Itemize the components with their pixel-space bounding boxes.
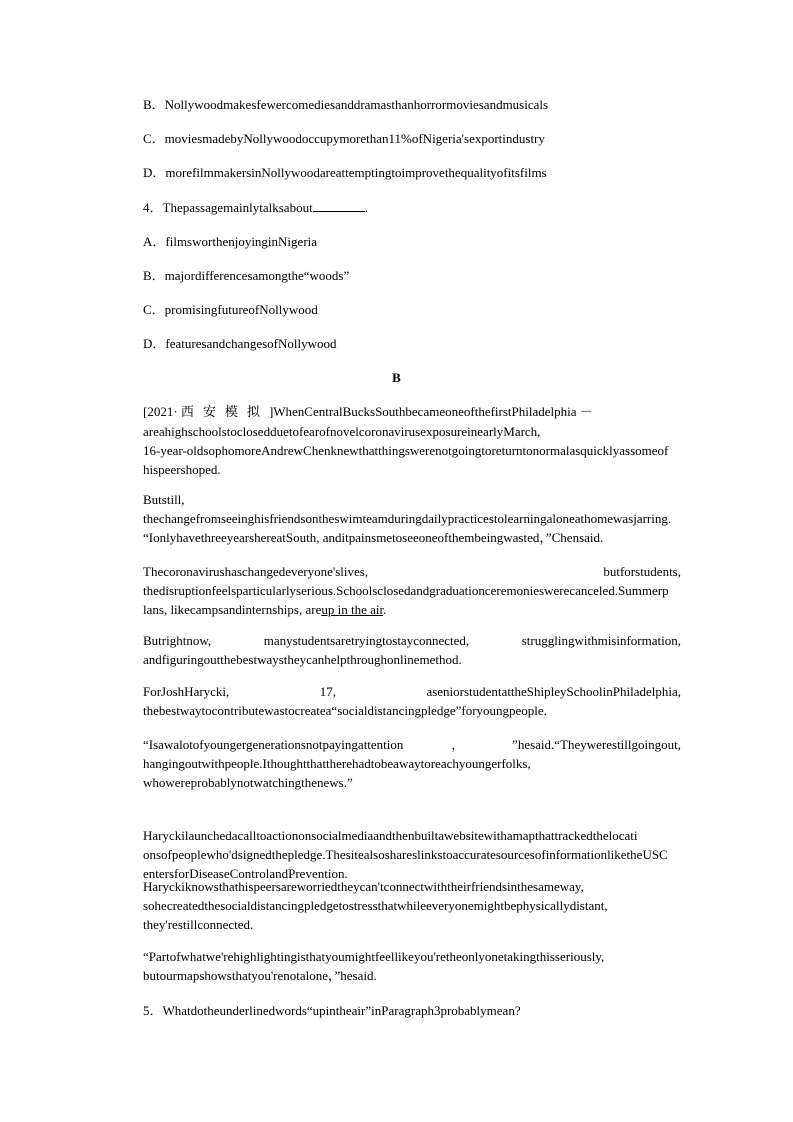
paragraph-8 [143,877,681,934]
answer-blank [313,200,365,212]
paragraph-3 [143,562,681,619]
source-location: 西安模拟 [180,405,269,420]
p1-line-2: areahighschoolstoclosedduetofearofnovelcoronavirusexposureinearlyMarch, [143,424,541,439]
paragraph-6 [143,735,681,792]
p6-line-1 [143,735,681,754]
p3-line-1b: butforstudents, [603,564,681,579]
q4-option-b: B．majordifferencesamongthe“woods” [143,268,350,283]
section-heading: B [392,370,401,385]
p2-line-3: “IonlyhavethreeyearshereatSouth, anditpainsmetoseeoneofthembeingwasted，”Chensaid. [143,530,604,545]
paragraph-9 [143,947,681,985]
p6-line-1b: ， [451,737,465,752]
paragraph-7 [143,826,681,883]
p6-line-2: hangingoutwithpeople.Ithoughtthattherehadtobeawaytoreachyoungerfolks, [143,756,531,771]
p6-line-1a: “Isawalotofyoungergenerationsnotpayingattention [143,737,404,752]
p5-line-1a: ForJoshHarycki, [143,684,230,699]
p4-line-1b: manystudentsaretryingtostayconnected, [263,633,470,648]
p8-line-3: they'restillconnected. [143,917,254,932]
p8-line-1: Haryckiknowsthathispeersareworriedtheycan'tconnectwiththeirfriendsinthesameway, [143,879,584,894]
q4-option-c: C．promisingfutureofNollywood [143,302,318,317]
p1-line-4: hispeershoped. [143,462,221,477]
p6-line-1c: ”hesaid.“Theywerestillgoingout, [512,737,681,752]
p5-line-1c: aseniorstudentattheShipleySchoolinPhiladelphia, [426,684,681,699]
p4-line-2: andfiguringoutthebestwaystheycanhelpthroughonlinemethod. [143,652,462,667]
paragraph-2 [143,490,681,547]
q4-option-d: D．featuresandchangesofNollywood [143,336,337,351]
q4-option-a: A．filmsworthenjoyinginNigeria [143,234,318,249]
underlined-phrase: up in the air [321,602,384,617]
p5-line-1 [143,682,681,701]
p9-line-1: “Partofwhatwe'rehighlightingisthatyoumightfeellikeyou'retheonlyonetakingthisseriously, [143,949,605,964]
p4-line-1a: Butrightnow, [143,633,212,648]
p3-line-3-text: lans, likecampsandinternships, are [143,602,322,617]
p2-line-2: thechangefromseeinghisfriendsontheswimteamduringdailypracticestolearningaloneathomewasjarring. [143,511,672,526]
q5-stem: 5．Whatdotheunderlinedwords“upintheair”inParagraph3probablymean? [143,1003,521,1018]
p1-line-3: 16-year-oldsophomoreAndrewChenknewthatthingswerenotgoingtoreturntonormalasquicklyassomeof [143,443,669,458]
p3-line-3 [143,600,681,619]
p4-line-1c: strugglingwithmisinformation, [521,633,681,648]
p8-line-2: sohecreatedthesocialdistancingpledgetostressthatwhileeveryonemightbephysicallydistant, [143,898,608,913]
p2-line-1: Butstill, [143,492,185,507]
p1-line-1-text: ]WhenCentralBucksSouthbecameoneofthefirstPhiladelphia － [268,404,593,419]
p5-line-2: thebestwaytocontributewastocreatea“socialdistancingpledge”foryoungpeople. [143,703,547,718]
paragraph-5 [143,682,681,720]
p4-line-1 [143,631,681,650]
p9-line-2: butourmapshowsthatyou'renotalone，”hesaid. [143,968,377,983]
p5-line-1b: 17, [319,684,336,699]
p3-line-2: thedisruptionfeelsparticularlyserious.Schoolsclosedandgraduationceremonieswerecanceled.Summerp [143,583,669,598]
p3-line-1 [143,562,681,581]
p7-line-3: entersforDiseaseControlandPrevention. [143,866,348,881]
p3-line-1a: Thecoronavirushaschangedeveryone'slives, [143,564,369,579]
p3-line-3-end: . [383,602,387,617]
q4-stem-end: . [364,200,368,215]
p7-line-1: Haryckilaunchedacalltoactiononsocialmediaandthenbuiltawebsitewithamapthattrackedthelocati [143,828,638,843]
q3-option-c: C．moviesmadebyNollywoodoccupymorethan11%ofNigeria'sexportindustry [143,131,545,146]
p6-line-3: whowereprobablynotwatchingthenews.” [143,775,353,790]
source-tag: [2021· [143,404,178,419]
p1-line-1 [143,402,681,422]
q3-option-d: D．morefilmmakersinNollywoodareattemptingtoimprovethequalityofitsfilms [143,165,547,180]
p7-line-2: onsofpeoplewho'dsignedthepledge.ThesitealsoshareslinkstoaccuratesourcesofinformationliketheUSC [143,847,668,862]
q3-option-b: B．Nollywoodmakesfewercomediesanddramasthanhorrormoviesandmusicals [143,97,549,112]
q4-stem [143,200,368,216]
paragraph-4 [143,631,681,669]
paragraph-1 [143,402,681,479]
q4-stem-text: 4．Thepassagemainlytalksabout [143,200,313,215]
